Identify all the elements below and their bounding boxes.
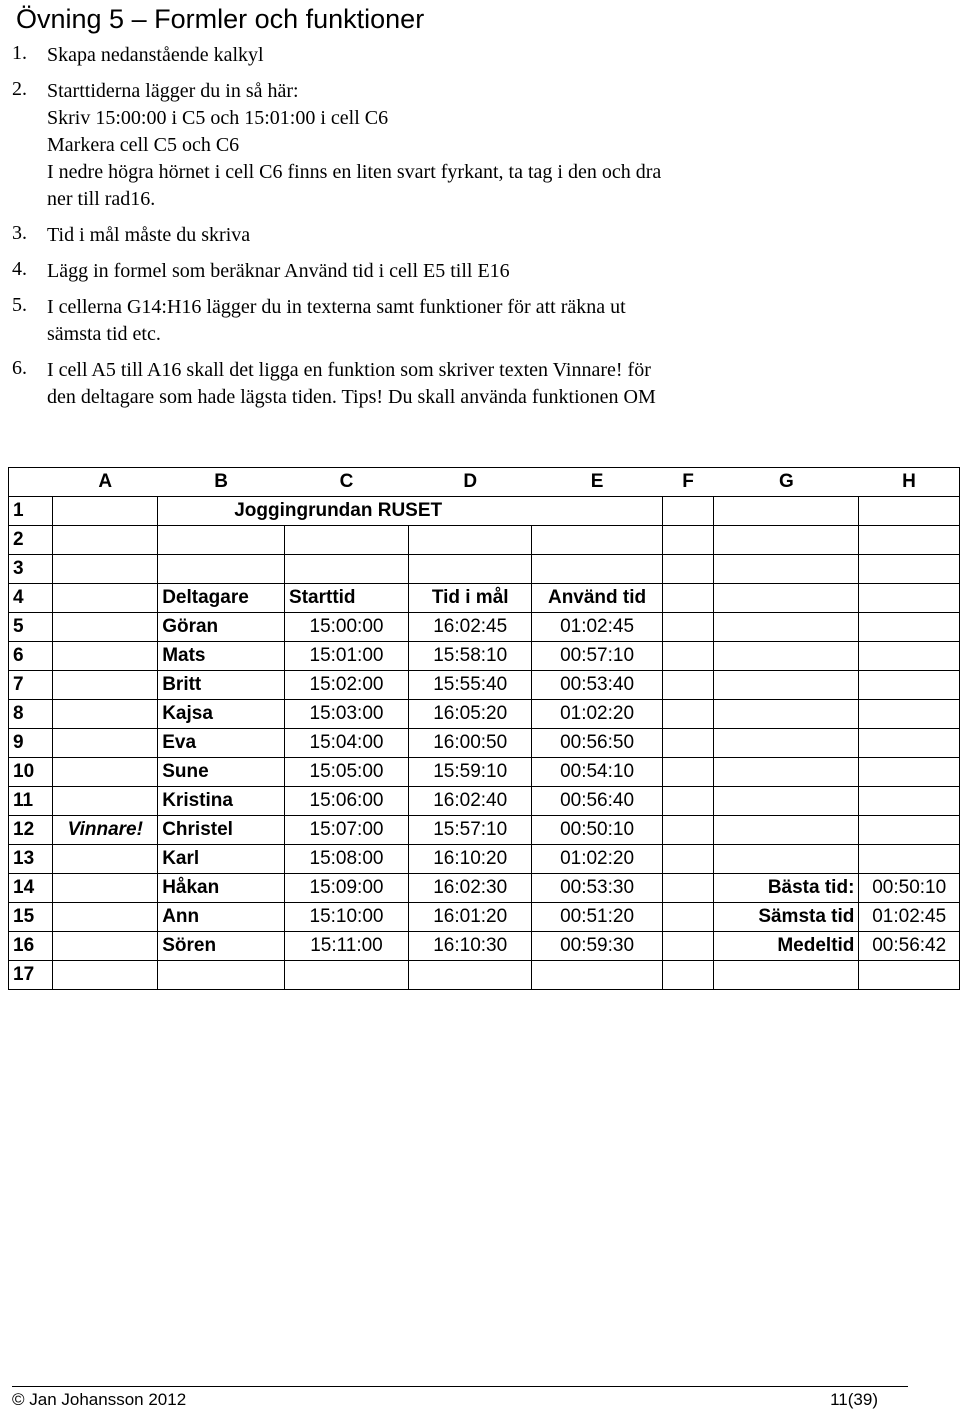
cell [662, 874, 714, 903]
cell [408, 555, 532, 584]
row-header: 5 [9, 613, 53, 642]
cell [859, 642, 960, 671]
participant-row [9, 729, 960, 758]
start-time: 15:07:00 [285, 816, 409, 845]
stat-value: 01:02:45 [859, 903, 960, 932]
instruction-text: Tid i mål måste du skriva [47, 224, 251, 246]
cell [859, 787, 960, 816]
row-header: 7 [9, 671, 53, 700]
stat-label: Bästa tid: [714, 874, 859, 903]
stat-value: 00:56:42 [859, 932, 960, 961]
sheet-row-1 [9, 497, 960, 526]
instruction-text: Skriv 15:00:00 i C5 och 15:01:00 i cell C6 [47, 107, 389, 129]
cell [158, 526, 285, 555]
finish-time: 15:57:10 [408, 816, 532, 845]
used-time: 00:59:30 [532, 932, 662, 961]
column-header: A [53, 468, 158, 497]
participant-row [9, 671, 960, 700]
instruction-item-3 [12, 222, 912, 249]
row-header: 17 [9, 961, 53, 990]
column-header: D [408, 468, 532, 497]
row-header: 16 [9, 932, 53, 961]
cell [532, 497, 662, 526]
cell [53, 729, 158, 758]
row-header: 6 [9, 642, 53, 671]
start-time: 15:11:00 [285, 932, 409, 961]
used-time: 00:50:10 [532, 816, 662, 845]
instruction-list [12, 42, 912, 411]
instruction-text: den deltagare som hade lägsta tiden. Tips! Du skall använda funktionen OM [47, 386, 656, 408]
column-header-row [9, 468, 960, 497]
cell [859, 497, 960, 526]
instruction-number: 2. [12, 78, 27, 100]
column-header: H [859, 468, 960, 497]
cell [53, 526, 158, 555]
cell [714, 729, 859, 758]
row-header: 10 [9, 758, 53, 787]
sheet-title: Joggingrundan RUSET [234, 500, 443, 521]
cell [714, 816, 859, 845]
page-title: Övning 5 – Formler och funktioner [16, 4, 425, 34]
cell [53, 584, 158, 613]
row-header: 9 [9, 729, 53, 758]
start-time: 15:08:00 [285, 845, 409, 874]
stat-label: Sämsta tid [714, 903, 859, 932]
used-time: 00:56:50 [532, 729, 662, 758]
finish-time: 15:58:10 [408, 642, 532, 671]
cell [662, 584, 714, 613]
winner-cell: Vinnare! [53, 816, 158, 845]
sheet-row-4 [9, 584, 960, 613]
cell [408, 526, 532, 555]
used-time: 00:51:20 [532, 903, 662, 932]
finish-time: 16:10:30 [408, 932, 532, 961]
header-cell: Tid i mål [408, 584, 532, 613]
used-time: 00:54:10 [532, 758, 662, 787]
corner-cell [9, 468, 53, 497]
cell [53, 903, 158, 932]
cell [662, 555, 714, 584]
cell [532, 961, 662, 990]
instruction-text: I nedre högra hörnet i cell C6 finns en liten svart fyrkant, ta tag i den och dra [47, 161, 662, 183]
instruction-text: Markera cell C5 och C6 [47, 134, 240, 156]
cell [408, 961, 532, 990]
cell [859, 816, 960, 845]
instruction-text: Starttiderna lägger du in så här: [47, 80, 299, 102]
cell [859, 613, 960, 642]
cell [158, 961, 285, 990]
start-time: 15:05:00 [285, 758, 409, 787]
row-header: 3 [9, 555, 53, 584]
cell [662, 642, 714, 671]
participant-name: Karl [158, 845, 285, 874]
cell [859, 526, 960, 555]
spreadsheet-table [8, 467, 960, 990]
row-header: 13 [9, 845, 53, 874]
instruction-number: 1. [12, 42, 27, 64]
participant-row [9, 932, 960, 961]
cell [714, 961, 859, 990]
cell [53, 845, 158, 874]
cell [53, 961, 158, 990]
instruction-number: 5. [12, 294, 27, 316]
instruction-number: 6. [12, 357, 27, 379]
instruction-number: 4. [12, 258, 27, 280]
column-header: F [662, 468, 714, 497]
participant-name: Sune [158, 758, 285, 787]
finish-time: 16:02:40 [408, 787, 532, 816]
cell [859, 845, 960, 874]
column-header: E [532, 468, 662, 497]
participant-name: Ann [158, 903, 285, 932]
cell [714, 845, 859, 874]
cell [714, 758, 859, 787]
participant-name: Eva [158, 729, 285, 758]
instruction-text: Skapa nedanstående kalkyl [47, 44, 264, 66]
cell [53, 874, 158, 903]
cell [662, 497, 714, 526]
start-time: 15:10:00 [285, 903, 409, 932]
cell [859, 729, 960, 758]
cell [714, 497, 859, 526]
start-time: 15:04:00 [285, 729, 409, 758]
stat-value: 00:50:10 [859, 874, 960, 903]
cell [53, 932, 158, 961]
cell [662, 613, 714, 642]
cell [53, 700, 158, 729]
finish-time: 16:02:45 [408, 613, 532, 642]
sheet-row-2 [9, 526, 960, 555]
used-time: 00:53:30 [532, 874, 662, 903]
used-time: 01:02:20 [532, 845, 662, 874]
participant-row [9, 787, 960, 816]
cell [532, 555, 662, 584]
cell [662, 903, 714, 932]
participant-name: Britt [158, 671, 285, 700]
cell [662, 961, 714, 990]
header-cell: Starttid [285, 584, 409, 613]
cell [714, 787, 859, 816]
participant-name: Göran [158, 613, 285, 642]
cell [859, 700, 960, 729]
participant-name: Kristina [158, 787, 285, 816]
row-header: 1 [9, 497, 53, 526]
start-time: 15:01:00 [285, 642, 409, 671]
cell [714, 671, 859, 700]
finish-time: 16:10:20 [408, 845, 532, 874]
cell [53, 555, 158, 584]
participant-name: Håkan [158, 874, 285, 903]
header-cell: Använd tid [532, 584, 662, 613]
footer-copyright: © Jan Johansson 2012 [12, 1390, 187, 1409]
cell [714, 555, 859, 584]
cell [53, 497, 158, 526]
cell [662, 758, 714, 787]
row-header: 14 [9, 874, 53, 903]
column-header: B [158, 468, 285, 497]
used-time: 00:53:40 [532, 671, 662, 700]
sheet-row-17 [9, 961, 960, 990]
participant-row [9, 642, 960, 671]
cell [714, 584, 859, 613]
cell [662, 526, 714, 555]
column-header: C [285, 468, 409, 497]
instruction-text: sämsta tid etc. [47, 323, 161, 345]
participant-name: Kajsa [158, 700, 285, 729]
cell [859, 555, 960, 584]
cell [53, 758, 158, 787]
instruction-number: 3. [12, 222, 27, 244]
footer-divider [12, 1386, 908, 1387]
cell [285, 555, 409, 584]
cell [859, 961, 960, 990]
participant-row [9, 700, 960, 729]
sheet-title-cell [158, 497, 532, 526]
cell [532, 526, 662, 555]
cell [662, 700, 714, 729]
cell [53, 787, 158, 816]
start-time: 15:00:00 [285, 613, 409, 642]
finish-time: 16:00:50 [408, 729, 532, 758]
cell [285, 526, 409, 555]
instruction-item-5 [12, 294, 912, 348]
row-header: 11 [9, 787, 53, 816]
cell [714, 526, 859, 555]
header-cell: Deltagare [158, 584, 285, 613]
used-time: 01:02:45 [532, 613, 662, 642]
finish-time: 16:02:30 [408, 874, 532, 903]
instruction-item-2 [12, 78, 912, 213]
cell [859, 671, 960, 700]
cell [662, 816, 714, 845]
cell [662, 787, 714, 816]
cell [53, 642, 158, 671]
cell [53, 671, 158, 700]
row-header: 12 [9, 816, 53, 845]
instruction-text: I cell A5 till A16 skall det ligga en funktion som skriver texten Vinnare! för [47, 359, 651, 381]
cell [662, 729, 714, 758]
participant-row [9, 816, 960, 845]
finish-time: 16:05:20 [408, 700, 532, 729]
instruction-item-6 [12, 357, 912, 411]
finish-time: 16:01:20 [408, 903, 532, 932]
participant-name: Christel [158, 816, 285, 845]
used-time: 00:57:10 [532, 642, 662, 671]
cell [662, 845, 714, 874]
cell [714, 613, 859, 642]
participant-name: Sören [158, 932, 285, 961]
participant-row [9, 758, 960, 787]
participant-row [9, 903, 960, 932]
instruction-text: Lägg in formel som beräknar Använd tid i cell E5 till E16 [47, 260, 510, 282]
cell [662, 932, 714, 961]
start-time: 15:02:00 [285, 671, 409, 700]
start-time: 15:09:00 [285, 874, 409, 903]
sheet-row-3 [9, 555, 960, 584]
stat-label: Medeltid [714, 932, 859, 961]
cell [158, 555, 285, 584]
participant-name: Mats [158, 642, 285, 671]
start-time: 15:03:00 [285, 700, 409, 729]
participant-row [9, 874, 960, 903]
instruction-item-4 [12, 258, 912, 285]
finish-time: 15:59:10 [408, 758, 532, 787]
start-time: 15:06:00 [285, 787, 409, 816]
row-header: 15 [9, 903, 53, 932]
column-header: G [714, 468, 859, 497]
cell [859, 584, 960, 613]
cell [714, 700, 859, 729]
finish-time: 15:55:40 [408, 671, 532, 700]
used-time: 00:56:40 [532, 787, 662, 816]
row-header: 2 [9, 526, 53, 555]
cell [859, 758, 960, 787]
cell [714, 642, 859, 671]
cell [662, 671, 714, 700]
instruction-text: I cellerna G14:H16 lägger du in texterna samt funktioner för att räkna ut [47, 296, 626, 318]
cell [53, 613, 158, 642]
participant-row [9, 613, 960, 642]
row-header: 8 [9, 700, 53, 729]
cell [285, 961, 409, 990]
instruction-text: ner till rad16. [47, 188, 156, 210]
participant-row [9, 845, 960, 874]
used-time: 01:02:20 [532, 700, 662, 729]
footer-page-number: 11(39) [830, 1390, 878, 1409]
instruction-item-1 [12, 42, 912, 69]
row-header: 4 [9, 584, 53, 613]
